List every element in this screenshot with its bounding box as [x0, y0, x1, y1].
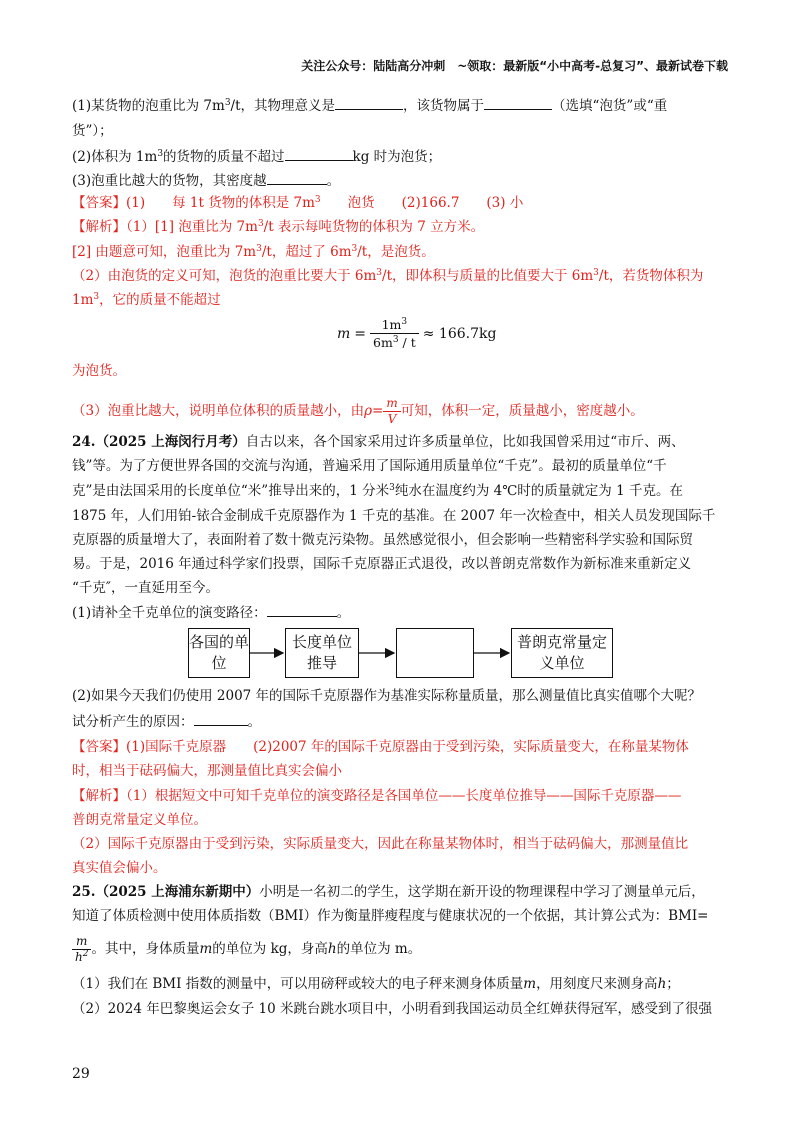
q23-part1: (1)某货物的泡重比为 $7m^3/t$，其物理意义是 ，该货物属于 （选填“泡货”或“重: [72, 95, 728, 116]
formula-fraction: $\frac{1m^3}{6m^3 / t}$: [370, 316, 419, 351]
q25-line2: 知道了体质检测中使用体质指数（BMI）作为衡量胖瘦程度与健康状况的一个依据，其计算公式为：BMI=: [72, 908, 709, 924]
q25-line1: 25.（2025 上海浦东新期中）小明是一名初二的学生，这学期在新开设的物理课程中学习了测量单元后，: [72, 884, 705, 900]
q24-line5: 克原器的质量增大了，表面附着了数十微克污染物。虽然感觉很小，但会影响一些精密科学实验和国际贸: [72, 532, 693, 548]
q23-analysis-5: 为泡货。: [72, 363, 126, 379]
q24-question2: (2)如果今天我们仍使用 2007 年的国际千克原器作为基准实际称量质量，那么测量值比真实值哪个大呢？: [72, 688, 702, 704]
flow-box-planck: 普朗克常量定义单位: [511, 628, 613, 678]
q25-part2: （2）2024 年巴黎奥运会女子 10 米跳台跳水项目中，小明看到我国运动员全红婵获得冠军，感受到了很强: [72, 1001, 712, 1017]
q24-question2-cont: 试分析产生的原因： 。: [72, 711, 728, 732]
q24-line1: 24.（2025 上海闵行月考）自古以来，各个国家采用过许多质量单位，比如我国曾采用过“市斤、两、: [72, 434, 685, 450]
q23-analysis-6: （3）泡重比越大，说明单位体积的质量越小，由ρ= $\frac{m}{V}$ 可知，体积一定，质量越小，密度越小。: [72, 396, 644, 426]
q23-part1-cont: 货”）；: [72, 123, 113, 139]
q24-answer-2: 时，相当于砝码偏大，那测量值比真实会偏小: [72, 763, 342, 779]
blank: [194, 711, 248, 726]
flow-box-length-derived: 长度单位推导: [285, 628, 359, 678]
page-number: 29: [72, 1066, 90, 1082]
page-header: 关注公众号：陆陆高分冲刺 ~领取：最新版“小中高考-总复习”、最新试卷下载: [301, 59, 728, 73]
mass-formula: m = $\frac{1m^3}{6m^3 / t}$ ≈ 166.7kg: [337, 317, 497, 350]
q23-part3: (3)泡重比越大的货物，其密度越 。: [72, 170, 728, 191]
q23-analysis-3: （2）由泡货的定义可知，泡货的泡重比要大于 $6m^3/t$，即体积与质量的比值要大于 $6m^3/t$，若货物体积为: [72, 268, 704, 284]
q24-analysis-1: 【解析】（1）根据短文中可知千克单位的演变路径是各国单位——长度单位推导——国际千克原器——: [72, 788, 682, 804]
q24-answer-1: 【答案】(1)国际千克原器 (2)2007 年的国际千克原器由于受到污染，实际质量变大，在称量某物体: [72, 739, 689, 755]
q23-analysis-1: 【解析】（1）[1] 泡重比为 $7m^3/t$ 表示每吨货物的体积为 7 立方米。: [72, 219, 485, 235]
q25-part1: （1）我们在 BMI 指数的测量中，可以用磅秤或较大的电子秤来测身体质量m，用刻度尺来测身高h；: [72, 976, 680, 992]
q24-line2: 钱”等。为了方便世界各国的交流与沟通，普遍采用了国际通用质量单位“千克”。最初的质量单位“千: [72, 458, 667, 474]
bmi-fraction: $\frac{m}{h^2}$: [72, 934, 91, 965]
q24-line7: “千克″，一直延用至今。: [72, 580, 219, 596]
q24-analysis-4: 真实值会偏小。: [72, 860, 167, 876]
density-fraction: $\frac{m}{V}$: [383, 396, 400, 427]
q24-line3: 克”是由法国采用的长度单位“米”推导出来的，1 分米$^3$纯水在温度约为 4℃时的质量就定为 1 千克。在: [72, 483, 683, 499]
q24-analysis-2: 普朗克常量定义单位。: [72, 812, 207, 828]
q23-answer: 【答案】(1) 每 1t 货物的体积是 $7m^3$ 泡货 (2)166.7 (3) 小: [72, 195, 524, 211]
q23-analysis-2: [2] 由题意可知，泡重比为 $7m^3/t$，超过了 $6m^3/t$，是泡货。: [72, 244, 435, 260]
q24-line6: 易。于是，2016 年通过科学家们投票，国际千克原器正式退役，改以普朗克常数作为新标准来重新定义: [72, 556, 692, 572]
q24-analysis-3: （2）国际千克原器由于受到污染，实际质量变大，因此在称量某物体时，相当于砝码偏大，那测量值比: [72, 836, 689, 852]
q25-line3: $\frac{m}{h^2}$ 。其中，身体质量m的单位为 kg，身高h的单位为 m。: [72, 934, 728, 965]
flow-box-country-units: 各国的单位: [188, 628, 250, 678]
q23-part2: (2)体积为 $1m^3$的货物的质量不超过 kg 时为泡货；: [72, 146, 728, 167]
q24-question1: (1)请补全千克单位的演变路径： 。: [72, 602, 728, 623]
q24-line4: 1875 年，人们用铂-铱合金制成千克原器作为 1 千克的基准。在 2007 年一次检查中，相关人员发现国际千: [72, 508, 716, 524]
q23-analysis-4: $1m^3$，它的质量不能超过: [72, 292, 221, 308]
